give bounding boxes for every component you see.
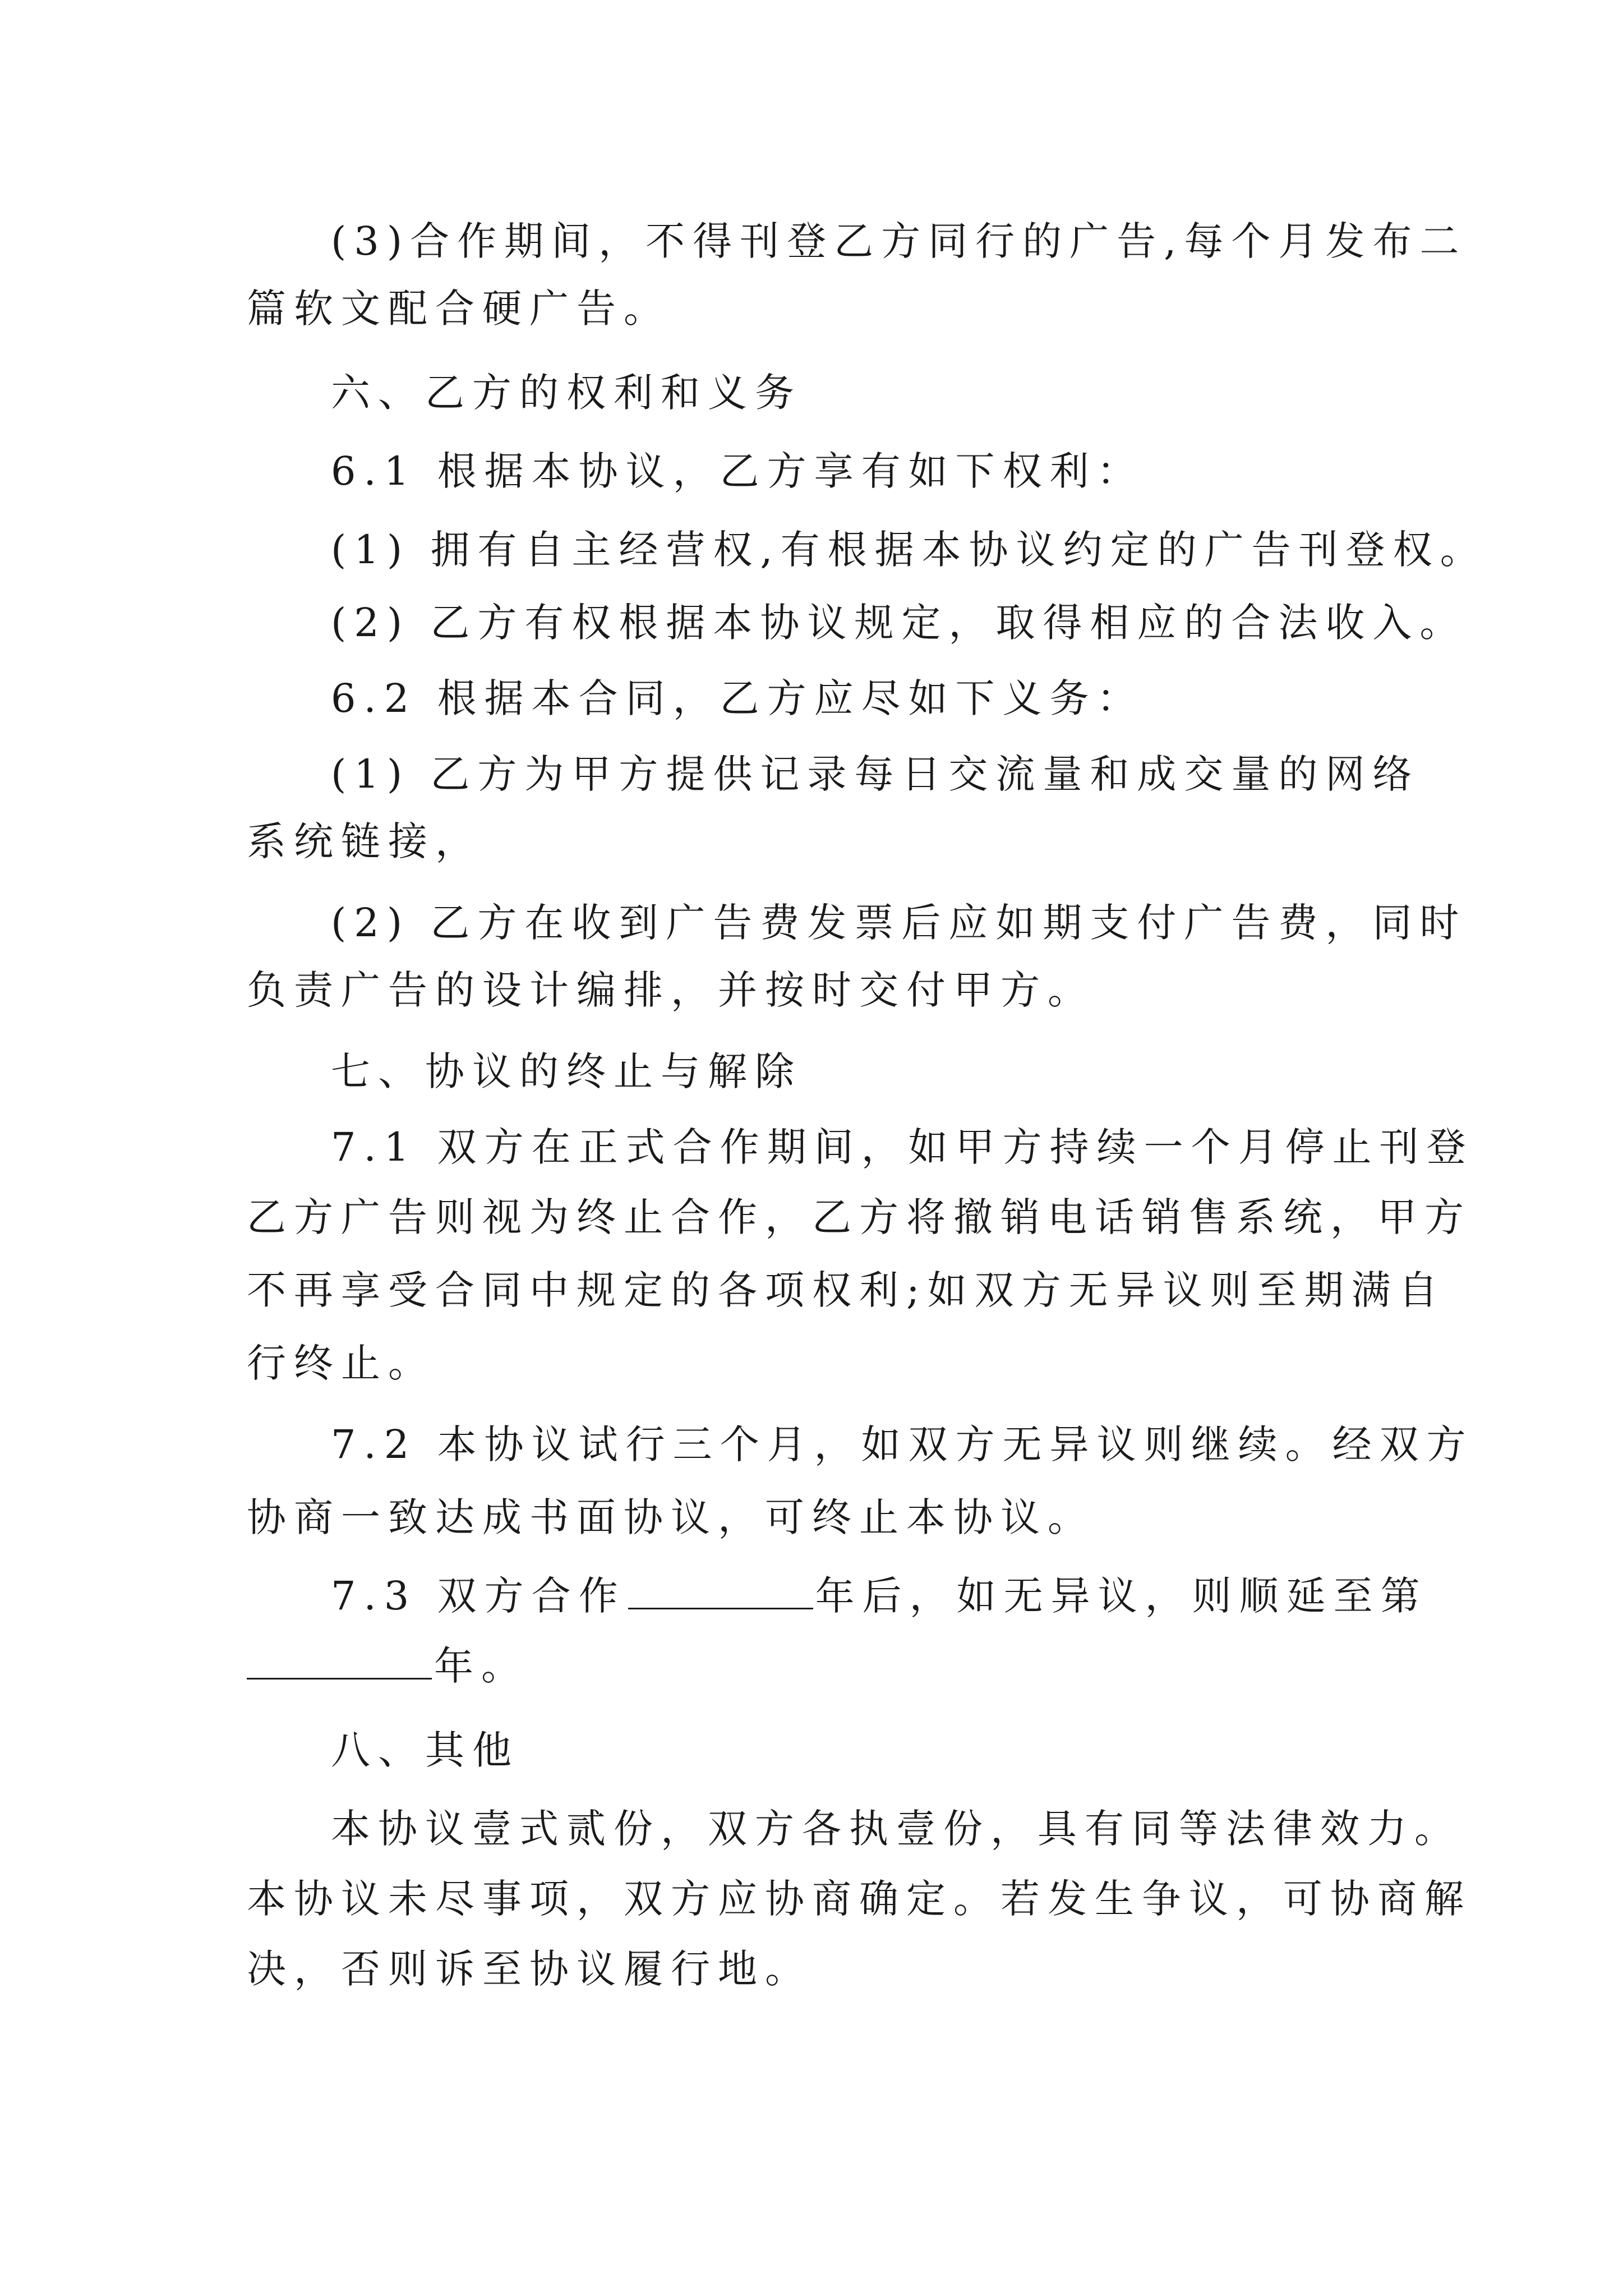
clause-6-2-item1-line1: (1) 乙方为甲方提供记录每日交流量和成交量的网络 xyxy=(331,751,1420,797)
clause-7-1-line2: 乙方广告则视为终止合作，乙方将撤销电话销售系统，甲方 xyxy=(247,1194,1472,1240)
clause-7-3-line1 xyxy=(331,1568,1428,1624)
clause-7-2-line2: 协商一致达成书面协议，可终止本协议。 xyxy=(247,1494,1095,1540)
clause-7-1-line3: 不再享受合同中规定的各项权利;如双方无异议则至期满自 xyxy=(247,1267,1446,1313)
section-8-heading: 八、其他 xyxy=(331,1727,519,1773)
clause-7-1-line4: 行终止。 xyxy=(247,1340,435,1386)
para-3-line2: 篇软文配合硬广告。 xyxy=(247,286,671,332)
clause-7-3-text-mid: 年后，如无异议，则顺延至第 xyxy=(815,1573,1428,1619)
clause-7-3-line2 xyxy=(247,1638,528,1694)
blank-extension-year-field xyxy=(247,1643,432,1680)
section-8-para-line2: 本协议未尽事项，双方应协商确定。若发生争议，可协商解 xyxy=(247,1876,1472,1922)
clause-6-2-item2-line2: 负责广告的设计编排，并按时交付甲方。 xyxy=(247,967,1095,1013)
clause-6-2-item2-line1: (2) 乙方在收到广告费发票后应如期支付广告费，同时 xyxy=(331,900,1467,946)
clause-6-1-item2: (2) 乙方有权根据本协议规定，取得相应的合法收入。 xyxy=(331,600,1467,646)
clause-6-2: 6.2 根据本合同，乙方应尽如下义务： xyxy=(331,675,1144,721)
clause-6-1-item1: (1) 拥有自主经营权,有根据本协议约定的广告刊登权。 xyxy=(331,527,1487,573)
clause-7-1-line1: 7.1 双方在正式合作期间，如甲方持续一个月停止刊登 xyxy=(331,1124,1474,1170)
para-3-line1: (3)合作期间，不得刊登乙方同行的广告,每个月发布二 xyxy=(331,218,1467,264)
section-7-heading: 七、协议的终止与解除 xyxy=(331,1048,802,1094)
clause-7-3-text-start: 7.3 双方合作 xyxy=(331,1573,626,1619)
clause-7-3-text-end: 年。 xyxy=(434,1643,528,1689)
section-8-para-line3: 决，否则诉至协议履行地。 xyxy=(247,1946,812,1992)
blank-years-field xyxy=(628,1573,813,1609)
section-6-heading: 六、乙方的权利和义务 xyxy=(331,370,802,416)
clause-7-2-line1: 7.2 本协议试行三个月，如双方无异议则继续。经双方 xyxy=(331,1421,1474,1467)
clause-6-2-item1-line2: 系统链接， xyxy=(247,818,482,864)
clause-6-1: 6.1 根据本协议，乙方享有如下权利： xyxy=(331,448,1144,494)
section-8-para-line1: 本协议壹式贰份，双方各执壹份，具有同等法律效力。 xyxy=(331,1806,1461,1852)
